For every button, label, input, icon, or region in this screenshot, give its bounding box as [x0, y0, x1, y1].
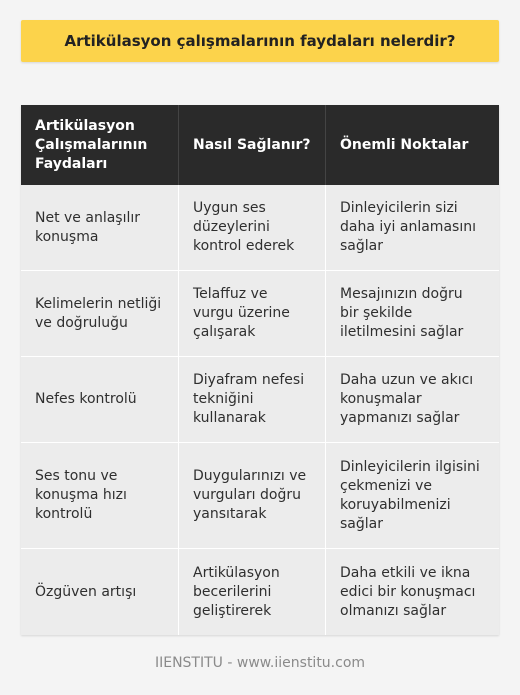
table-cell: Nefes kontrolü: [21, 357, 179, 443]
table-header-row: [21, 105, 499, 185]
table-cell: Dinleyicilerin sizi daha iyi anlamasını sağlar: [326, 185, 499, 271]
table-row: [21, 549, 499, 635]
table-row: [21, 271, 499, 357]
table-cell: Daha uzun ve akıcı konuşmalar yapmanızı sağlar: [326, 357, 499, 443]
table-cell: Mesajınızın doğru bir şekilde iletilmesini sağlar: [326, 271, 499, 357]
header-notes: Önemli Noktalar: [326, 105, 499, 185]
table-cell: Uygun ses düzeylerini kontrol ederek: [179, 185, 326, 271]
benefits-table: [21, 105, 499, 635]
table-cell: Duygularınızı ve vurguları doğru yansıtarak: [179, 443, 326, 549]
title-banner: [21, 20, 499, 62]
table-cell: Telaffuz ve vurgu üzerine çalışarak: [179, 271, 326, 357]
table-row: [21, 443, 499, 549]
table-cell: Diyafram nefesi tekniğini kullanarak: [179, 357, 326, 443]
header-benefits: Artikülasyon Çalışmalarının Faydaları: [21, 105, 179, 185]
footer-credit: IIENSTITU - www.iienstitu.com: [154, 655, 366, 671]
table-cell: Artikülasyon becerilerini geliştirerek: [179, 549, 326, 635]
table-row: [21, 185, 499, 271]
page-title: Artikülasyon çalışmalarının faydaları nelerdir?: [64, 32, 456, 50]
table-cell: Daha etkili ve ikna edici bir konuşmacı olmanızı sağlar: [326, 549, 499, 635]
table-row: [21, 357, 499, 443]
table-cell: Kelimelerin netliği ve doğruluğu: [21, 271, 179, 357]
table-cell: Dinleyicilerin ilgisini çekmenizi ve koruyabilmenizi sağlar: [326, 443, 499, 549]
header-how: Nasıl Sağlanır?: [179, 105, 326, 185]
table-cell: Özgüven artışı: [21, 549, 179, 635]
table-cell: Ses tonu ve konuşma hızı kontrolü: [21, 443, 179, 549]
table-cell: Net ve anlaşılır konuşma: [21, 185, 179, 271]
